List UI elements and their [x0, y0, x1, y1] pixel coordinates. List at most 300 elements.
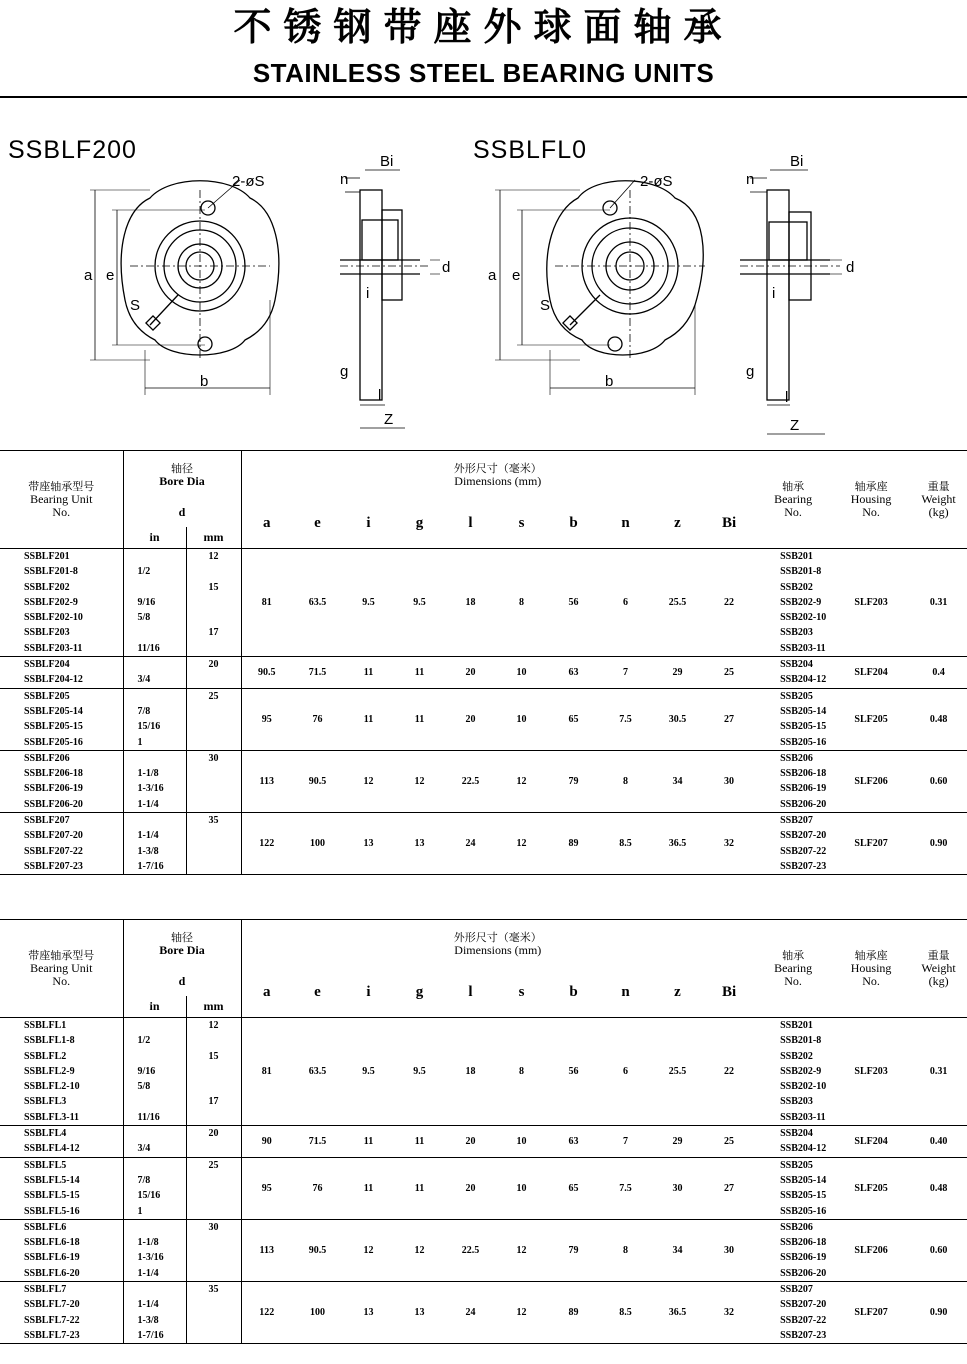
dim-e: 100	[292, 1282, 343, 1344]
model-label-2: SSBLFL0	[473, 136, 588, 164]
inch-size: 1	[137, 1205, 143, 1217]
bearing-no: SSB207	[780, 815, 813, 827]
dim-e: 100	[292, 813, 343, 875]
dim-i: 12	[343, 1219, 394, 1281]
unit-no: SSBLFL2-9	[24, 1065, 75, 1077]
unit-no: SSBLFL5-15	[24, 1190, 80, 1202]
unit-no: SSBLF205-16	[24, 736, 83, 748]
bearing-no: SSB204	[780, 1128, 813, 1140]
mm-size	[187, 1266, 241, 1281]
mm-size: 30	[208, 1221, 219, 1233]
header-col-g: g	[394, 968, 445, 1018]
weight: 0.60	[910, 1219, 967, 1281]
housing-no: SLF203	[854, 1065, 888, 1077]
label-e-1: e	[106, 267, 115, 284]
unit-list	[0, 1157, 123, 1219]
label-d-1: d	[442, 259, 451, 276]
bearing-no: SSB207-20	[780, 1299, 827, 1311]
unit-no: SSBLFL7-22	[24, 1314, 80, 1326]
housing-no: SLF205	[832, 1157, 910, 1219]
label-hole-2: 2-øS	[640, 173, 673, 190]
label-l-2: l	[785, 389, 789, 406]
bearing-list	[754, 1126, 832, 1158]
unit-list	[0, 750, 123, 812]
bearing-no: SSB205-15	[780, 1190, 827, 1202]
mm-size	[187, 1235, 241, 1250]
bearing-no: SSB206	[780, 1221, 813, 1233]
mm-size: 20	[208, 659, 219, 671]
inch-size: 1-1/8	[137, 768, 159, 780]
unit-list	[0, 1282, 123, 1344]
unit-no: SSBLFL4	[24, 1128, 67, 1140]
dim-n: 7.5	[600, 1157, 651, 1219]
bearing-no: SSB207-22	[780, 1314, 827, 1326]
dim-bi: 32	[704, 1282, 754, 1344]
page-header	[0, 0, 967, 98]
bearing-no: SSB206-20	[780, 1267, 827, 1279]
inch-size: 3/4	[137, 674, 151, 686]
dim-l: 18	[465, 1065, 476, 1077]
inch-size	[138, 1049, 186, 1064]
unit-no: SSBLF207-22	[24, 845, 83, 857]
unit-no: SSBLF206	[24, 752, 70, 764]
header-col-z: z	[651, 499, 704, 549]
unit-no: SSBLF206-20	[24, 798, 83, 810]
dim-g: 9.5	[413, 1065, 426, 1077]
mm-list	[186, 813, 241, 875]
inch-size	[138, 1094, 186, 1109]
bearing-no: SSB205-14	[780, 705, 827, 717]
inch-list	[123, 549, 186, 657]
dim-e: 63.5	[308, 1065, 327, 1077]
dim-e: 63.5	[308, 596, 327, 608]
housing-no: SLF207	[832, 813, 910, 875]
weight: 0.90	[910, 813, 967, 875]
table-ssblfl0	[0, 919, 967, 1344]
dim-s: 12	[496, 813, 547, 875]
dim-g: 11	[394, 1126, 445, 1158]
table-row	[0, 549, 967, 657]
mm-size	[187, 1110, 241, 1125]
dim-n: 7	[600, 657, 651, 689]
header-col-bi: Bi	[704, 968, 754, 1018]
dim-bi: 27	[704, 688, 754, 750]
unit-no: SSBLFL7-23	[24, 1329, 80, 1341]
dim-s: 12	[496, 750, 547, 812]
table-row	[0, 1157, 967, 1219]
bearing-no: SSB205	[780, 1159, 813, 1171]
dim-a: 113	[241, 750, 292, 812]
bearing-no: SSB207	[780, 1284, 813, 1296]
unit-list	[0, 1126, 123, 1158]
dim-s: 8	[519, 1065, 525, 1077]
inch-size	[138, 1282, 186, 1297]
dim-bi: 30	[704, 1219, 754, 1281]
bearing-no: SSB202	[780, 581, 813, 593]
bearing-list	[754, 657, 832, 689]
inch-list	[123, 1157, 186, 1219]
weight: 0.4	[910, 657, 967, 689]
inch-size: 1-1/4	[137, 1299, 159, 1311]
dim-z: 34	[651, 750, 704, 812]
dim-bi: 27	[704, 1157, 754, 1219]
dim-z: 34	[651, 1219, 704, 1281]
bearing-no: SSB201	[780, 551, 813, 562]
mm-size	[187, 1141, 241, 1156]
table-row	[0, 1018, 967, 1126]
label-b-1: b	[200, 373, 209, 390]
bearing-no: SSB202	[780, 1050, 813, 1062]
mm-size	[187, 735, 241, 750]
header-bearing-no: 轴承 Bearing No.	[754, 451, 832, 549]
inch-size	[138, 1220, 186, 1235]
bearing-no: SSB205-16	[780, 736, 827, 748]
mm-size	[187, 1328, 241, 1343]
inch-size: 7/8	[137, 705, 151, 717]
label-s-2: S	[540, 297, 551, 314]
inch-size	[138, 1126, 186, 1141]
mm-size	[187, 672, 241, 687]
inch-size: 1-3/8	[137, 845, 159, 857]
bearing-no: SSB203	[780, 1096, 813, 1108]
unit-no: SSBLFL3-11	[24, 1111, 80, 1123]
bearing-no: SSB204-12	[780, 1143, 827, 1155]
bearing-list	[754, 750, 832, 812]
unit-no: SSBLF205	[24, 690, 70, 702]
mm-size	[187, 719, 241, 734]
mm-size	[187, 704, 241, 719]
unit-no: SSBLFL6-20	[24, 1267, 80, 1279]
inch-size: 3/4	[137, 1143, 151, 1155]
weight: 0.48	[910, 688, 967, 750]
dim-l: 24	[445, 813, 496, 875]
dim-l: 20	[445, 688, 496, 750]
header-dimensions: 外形尺寸（毫米） Dimensions (mm)	[241, 451, 754, 499]
table-row	[0, 813, 967, 875]
technical-drawing-1	[0, 150, 470, 445]
bearing-no: SSB202-10	[780, 1081, 827, 1093]
mm-size	[187, 1173, 241, 1188]
dim-b: 63	[547, 1126, 600, 1158]
mm-list	[186, 1219, 241, 1281]
bearing-no: SSB205-15	[780, 721, 827, 733]
housing-no: SLF206	[832, 1219, 910, 1281]
unit-no: SSBLFL2	[24, 1050, 67, 1062]
header-weight: 重量 Weight (kg)	[910, 920, 967, 1018]
unit-no: SSBLFL5	[24, 1159, 67, 1171]
inch-size: 1-3/8	[137, 1314, 159, 1326]
bearing-no: SSB206-18	[780, 768, 827, 780]
header-weight: 重量 Weight (kg)	[910, 451, 967, 549]
label-bi-1: Bi	[380, 153, 394, 170]
unit-no: SSBLF202	[24, 581, 70, 593]
weight: 0.40	[910, 1126, 967, 1158]
mm-size: 35	[208, 1284, 219, 1296]
dim-i: 9.5	[362, 1065, 375, 1077]
dim-s: 10	[496, 1126, 547, 1158]
bearing-no: SSB203-11	[780, 1111, 826, 1123]
unit-no: SSBLFL6	[24, 1221, 67, 1233]
dim-n: 8.5	[600, 813, 651, 875]
dim-n: 6	[623, 1065, 629, 1077]
dim-a: 90	[241, 1126, 292, 1158]
dim-e: 90.5	[292, 750, 343, 812]
mm-size: 20	[208, 1128, 219, 1140]
dim-b: 89	[547, 813, 600, 875]
mm-list	[186, 688, 241, 750]
mm-size	[187, 564, 241, 579]
dim-a: 90.5	[241, 657, 292, 689]
dim-n: 8	[600, 750, 651, 812]
label-n-2: n	[746, 171, 755, 188]
inch-list	[123, 688, 186, 750]
mm-size	[187, 610, 241, 625]
mm-size	[187, 797, 241, 812]
unit-no: SSBLF202-9	[24, 596, 78, 608]
dim-b: 89	[547, 1282, 600, 1344]
header-col-a: a	[241, 968, 292, 1018]
header-col-b: b	[547, 499, 600, 549]
bearing-no: SSB205-16	[780, 1205, 827, 1217]
mm-size	[187, 1313, 241, 1328]
bearing-no: SSB206-19	[780, 783, 827, 795]
mm-list	[186, 657, 241, 689]
mm-list	[186, 1282, 241, 1344]
header-col-i: i	[343, 968, 394, 1018]
unit-list	[0, 1018, 123, 1126]
inch-size	[138, 813, 186, 828]
dim-n: 8	[600, 1219, 651, 1281]
housing-no: SLF205	[832, 688, 910, 750]
unit-no: SSBLF203	[24, 627, 70, 639]
mm-size	[187, 844, 241, 859]
table-row	[0, 657, 967, 689]
dim-a: 95	[241, 1157, 292, 1219]
mm-list	[186, 1126, 241, 1158]
inch-size: 9/16	[137, 596, 156, 608]
bearing-no: SSB202-9	[780, 1065, 822, 1077]
mm-size	[187, 781, 241, 796]
dim-n: 8.5	[600, 1282, 651, 1344]
dim-g: 13	[394, 813, 445, 875]
dim-i: 11	[343, 1157, 394, 1219]
unit-no: SSBLF203-11	[24, 642, 83, 654]
header-in: in	[123, 527, 186, 549]
dim-g: 13	[394, 1282, 445, 1344]
label-l-1: l	[378, 387, 382, 404]
bearing-no: SSB201	[780, 1020, 813, 1031]
inch-size	[138, 657, 186, 672]
table-ssblf200	[0, 450, 967, 875]
header-col-l: l	[445, 499, 496, 549]
mm-size	[187, 1064, 241, 1079]
bearing-no: SSB203-11	[780, 642, 826, 654]
table-row	[0, 1219, 967, 1281]
header-col-s: s	[496, 499, 547, 549]
inch-list	[123, 1018, 186, 1126]
dim-l: 22.5	[445, 750, 496, 812]
bearing-no: SSB203	[780, 627, 813, 639]
header-mm: mm	[186, 996, 241, 1018]
bearing-no: SSB205	[780, 690, 813, 702]
mm-size: 15	[208, 581, 219, 593]
mm-size	[187, 828, 241, 843]
mm-list	[186, 549, 241, 657]
mm-size: 30	[208, 752, 219, 764]
mm-size	[187, 859, 241, 874]
inch-size: 1-1/4	[137, 830, 159, 842]
dim-a: 122	[241, 1282, 292, 1344]
label-b-2: b	[605, 373, 614, 390]
dim-e: 71.5	[292, 657, 343, 689]
bearing-no: SSB207-23	[780, 1329, 827, 1341]
inch-size: 1-7/16	[137, 860, 164, 872]
bearing-no: SSB204-12	[780, 674, 827, 686]
dim-g: 9.5	[413, 596, 426, 608]
housing-no: SLF207	[832, 1282, 910, 1344]
bearing-list	[754, 688, 832, 750]
label-s-1: S	[130, 297, 141, 314]
dim-a: 122	[241, 813, 292, 875]
unit-no: SSBLF207-23	[24, 860, 83, 872]
header-mm: mm	[186, 527, 241, 549]
housing-no: SLF203	[854, 596, 888, 608]
inch-size: 1-7/16	[137, 1329, 164, 1341]
inch-size: 1-3/16	[137, 1252, 164, 1264]
header-col-i: i	[343, 499, 394, 549]
unit-no: SSBLFL5-14	[24, 1174, 80, 1186]
header-housing-no: 轴承座 Housing No.	[832, 920, 910, 1018]
model-label-1: SSBLF200	[8, 136, 137, 164]
header-col-b: b	[547, 968, 600, 1018]
unit-no: SSBLF207	[24, 815, 70, 827]
weight: 0.48	[910, 1157, 967, 1219]
dim-i: 11	[343, 657, 394, 689]
dim-i: 11	[343, 1126, 394, 1158]
dim-b: 56	[568, 596, 579, 608]
label-hole-1: 2-øS	[232, 173, 265, 190]
bearing-no: SSB206-18	[780, 1237, 827, 1249]
mm-list	[186, 750, 241, 812]
dim-b: 79	[547, 1219, 600, 1281]
dim-g: 11	[394, 1157, 445, 1219]
label-e-2: e	[512, 267, 521, 284]
table-row	[0, 1282, 967, 1344]
bearing-list	[754, 1157, 832, 1219]
housing-no: SLF204	[832, 657, 910, 689]
label-i-2: i	[772, 285, 776, 302]
mm-size	[187, 1033, 241, 1048]
header-col-e: e	[292, 968, 343, 1018]
unit-no: SSBLF202-10	[24, 612, 83, 624]
unit-no: SSBLFL4-12	[24, 1143, 80, 1155]
bearing-no: SSB202-10	[780, 612, 827, 624]
unit-no: SSBLFL3	[24, 1096, 67, 1108]
header-col-l: l	[445, 968, 496, 1018]
unit-list	[0, 688, 123, 750]
dim-bi: 30	[704, 750, 754, 812]
mm-size	[187, 1204, 241, 1219]
inch-size: 1-1/4	[137, 1267, 159, 1279]
header-bearing-no: 轴承 Bearing No.	[754, 920, 832, 1018]
dim-e: 76	[292, 1157, 343, 1219]
weight: 0.60	[910, 750, 967, 812]
label-i-1: i	[366, 285, 370, 302]
title-chinese: 不锈钢带座外球面轴承	[233, 5, 734, 49]
header-housing-no: 轴承座 Housing No.	[832, 451, 910, 549]
bearing-no: SSB207-23	[780, 860, 827, 872]
bearing-list	[754, 1018, 832, 1126]
unit-no: SSBLFL2-10	[24, 1081, 80, 1093]
inch-size: 1-3/16	[137, 783, 164, 795]
header-unit-no: 带座轴承型号 Bearing Unit No.	[0, 451, 123, 549]
label-n-1: n	[340, 171, 349, 188]
mm-size	[187, 1079, 241, 1094]
dim-z: 29	[651, 657, 704, 689]
label-z-2: Z	[790, 417, 800, 434]
mm-size	[187, 595, 241, 610]
unit-no: SSBLFL1-8	[24, 1035, 75, 1047]
dim-s: 10	[496, 1157, 547, 1219]
bearing-no: SSB206-20	[780, 798, 827, 810]
dim-g: 12	[394, 1219, 445, 1281]
inch-size: 11/16	[137, 642, 160, 654]
dim-i: 13	[343, 813, 394, 875]
unit-no: SSBLFL7-20	[24, 1299, 80, 1311]
header-col-n: n	[600, 499, 651, 549]
bearing-no: SSB201-8	[780, 566, 822, 578]
weight: 0.31	[929, 1065, 948, 1077]
unit-list	[0, 813, 123, 875]
dim-s: 10	[496, 657, 547, 689]
bearing-list	[754, 813, 832, 875]
unit-no: SSBLF204	[24, 659, 70, 671]
dim-l: 20	[445, 1126, 496, 1158]
dim-bi: 32	[704, 813, 754, 875]
unit-list	[0, 1219, 123, 1281]
header-d: d	[123, 968, 241, 996]
dim-bi: 22	[724, 596, 735, 608]
inch-list	[123, 1282, 186, 1344]
inch-list	[123, 813, 186, 875]
spec-table-2	[0, 919, 967, 1344]
dim-l: 24	[445, 1282, 496, 1344]
dim-e: 71.5	[292, 1126, 343, 1158]
mm-size: 12	[208, 1020, 219, 1031]
unit-no: SSBLF207-20	[24, 830, 83, 842]
dim-z: 25.5	[668, 596, 687, 608]
dim-z: 36.5	[651, 813, 704, 875]
dim-z: 25.5	[668, 1065, 687, 1077]
bearing-no: SSB206	[780, 752, 813, 764]
dim-i: 13	[343, 1282, 394, 1344]
dim-n: 6	[623, 596, 629, 608]
header-col-e: e	[292, 499, 343, 549]
dim-b: 63	[547, 657, 600, 689]
header-col-z: z	[651, 968, 704, 1018]
bearing-list	[754, 1219, 832, 1281]
unit-no: SSBLFL1	[24, 1020, 67, 1031]
unit-no: SSBLF205-14	[24, 705, 83, 717]
inch-list	[123, 1219, 186, 1281]
unit-no: SSBLFL6-19	[24, 1252, 80, 1264]
label-z-1: Z	[384, 411, 394, 428]
housing-no: SLF204	[832, 1126, 910, 1158]
dim-g: 11	[394, 688, 445, 750]
mm-list	[186, 1157, 241, 1219]
dim-i: 12	[343, 750, 394, 812]
dim-e: 90.5	[292, 1219, 343, 1281]
